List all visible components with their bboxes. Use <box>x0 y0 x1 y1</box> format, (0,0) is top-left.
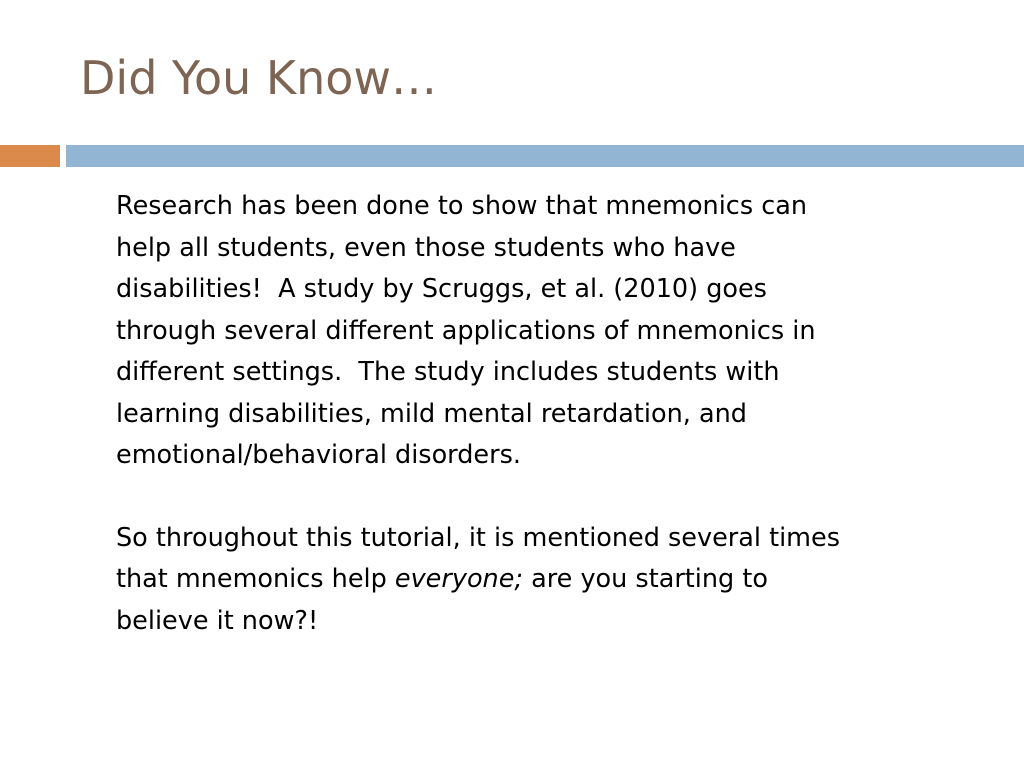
paragraph-line: learning disabilities, mild mental retardation, and <box>116 398 747 429</box>
paragraph-line: emotional/behavioral disorders. <box>116 440 521 470</box>
paragraph-line: believe it now?! <box>116 605 319 636</box>
paragraph-line-start: that mnemonics help <box>116 564 395 594</box>
emphasis-text: everyone; <box>394 564 523 594</box>
paragraph-research <box>116 186 976 477</box>
slide-body <box>116 186 976 642</box>
paragraph-line: disabilities! A study by Scruggs, et al. (2010) goes <box>116 274 767 304</box>
paragraph-line-end: are you starting to <box>523 564 768 594</box>
paragraph-line: through several different applications of mnemonics in <box>116 315 816 346</box>
paragraph-line: different settings. The study includes students with <box>116 357 780 387</box>
paragraph-line: help all students, even those students who have <box>116 232 736 263</box>
accent-bar-blue <box>66 145 1024 167</box>
paragraph-line: So throughout this tutorial, it is mentioned several times <box>116 522 840 553</box>
slide-title: Did You Know… <box>80 51 438 105</box>
paragraph-conclusion <box>116 518 976 643</box>
accent-bar-orange <box>0 145 60 167</box>
paragraph-line: Research has been done to show that mnemonics can <box>116 191 808 221</box>
